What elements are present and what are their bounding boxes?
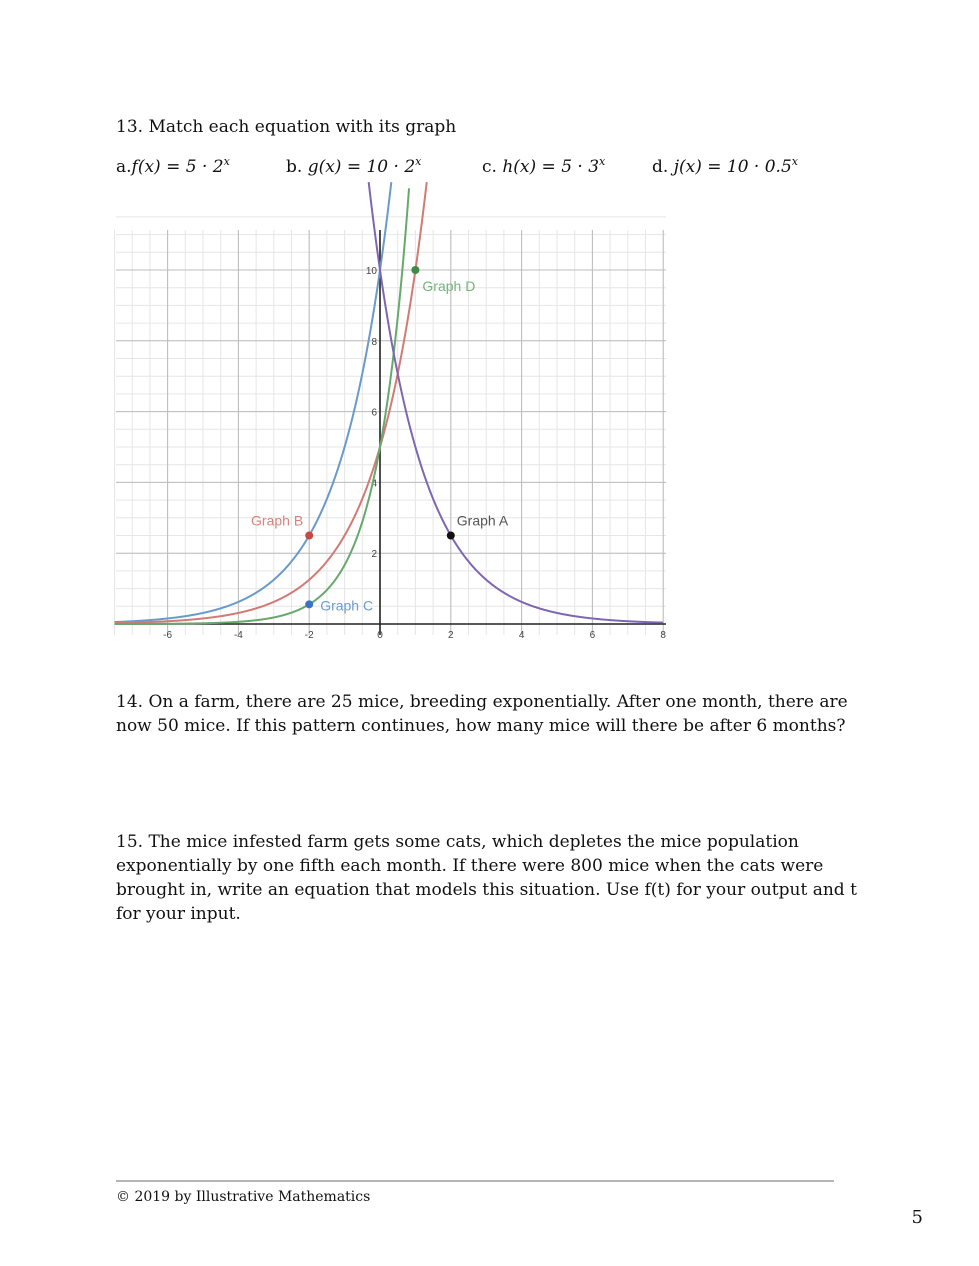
question-14: 14. On a farm, there are 25 mice, breeding exponentially. After one month, there are now 50 mice. If this pattern continues, how many mice will there be after 6 months? — [116, 692, 848, 736]
x-tick-label: -6 — [163, 630, 173, 641]
point-graph-a — [447, 532, 455, 540]
exponential-graph — [116, 230, 666, 641]
point-graph-c — [305, 600, 313, 608]
point-graph-b — [305, 532, 313, 540]
label-graph-a: Graph A — [456, 512, 509, 529]
footer-divider — [116, 1180, 834, 1182]
equation-c: c. $h(x) = 5 \cdot 3^x$ — [482, 155, 606, 177]
x-tick-label: 8 — [660, 630, 666, 641]
x-tick-label: 2 — [448, 630, 454, 641]
footer-copyright: © 2019 by Illustrative Mathematics — [116, 1189, 371, 1205]
point-graph-d — [411, 266, 419, 274]
equation-a: $a.f(x) = 5 \cdot 2^x$ — [116, 155, 230, 177]
x-tick-label: -2 — [304, 630, 314, 641]
y-tick-label: 8 — [371, 336, 377, 348]
x-tick-label: -4 — [233, 630, 243, 641]
label-graph-b: Graph B — [251, 512, 304, 529]
curve-purple — [369, 182, 664, 623]
equation-d: d. $j(x) = 10 \cdot 0.5^x$ — [652, 155, 798, 177]
y-tick-label: 6 — [371, 407, 377, 419]
y-tick-label: 4 — [371, 478, 377, 490]
page-number: 5 — [911, 1207, 923, 1228]
y-tick-label: 10 — [365, 266, 377, 277]
y-tick-label: 2 — [371, 549, 377, 561]
curve-green — [115, 188, 410, 624]
x-tick-label: 6 — [589, 630, 596, 641]
x-tick-label: 0 — [377, 630, 383, 641]
label-graph-c: Graph C — [320, 597, 374, 614]
question-15: 15. The mice infested farm gets some cats, which depletes the mice population exponentially by one fifth each month. If there were 800 mice when the cats were brought in, write an equation that models this situation. Use f(t) for your output and t for your input. — [116, 832, 857, 924]
question-13-title: 13. Match each equation with its graph — [116, 117, 457, 137]
equation-b: b. $g(x) = 10 \cdot 2^x$ — [286, 155, 422, 177]
x-tick-label: 4 — [518, 630, 525, 641]
label-graph-d: Graph D — [422, 278, 476, 294]
graph-svg — [116, 230, 666, 641]
